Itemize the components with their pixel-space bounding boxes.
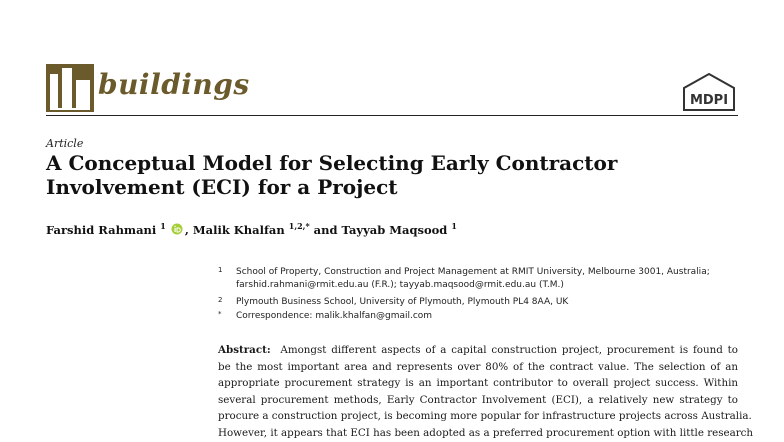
abstract-label: Abstract: (218, 344, 271, 356)
author-name[interactable]: and Tayyab Maqsood (309, 223, 448, 237)
abstract-line (218, 342, 738, 359)
title-line: Involvement (ECI) for a Project (46, 175, 398, 199)
author-affiliation-mark: 1 (451, 221, 457, 231)
journal-name: buildings (98, 68, 250, 101)
author-name[interactable]: Farshid Rahmani (46, 223, 157, 237)
abstract-line: several procurement methods, Early Contractor Involvement (ECI), a relatively new strategy to (218, 393, 738, 406)
affiliation-mark: * (218, 310, 222, 318)
abstract (218, 342, 754, 442)
title-line: A Conceptual Model for Selecting Early Contractor (46, 151, 618, 175)
abstract-line: procure a construction project, is becoming more popular for infrastructure projects across Australia. (218, 410, 752, 423)
affiliation-mark: 1 (218, 266, 223, 274)
author-affiliation-mark: 1,2,* (288, 221, 310, 231)
author-list (46, 221, 457, 237)
journal-header (46, 64, 738, 116)
orcid-icon[interactable] (171, 223, 183, 235)
header-rule (46, 115, 738, 116)
affiliation-line: School of Property, Construction and Project Management at RMIT University, Melbourne 3001, Australia; (236, 267, 710, 277)
author-name[interactable]: , Malik Khalfan (184, 223, 285, 237)
buildings-logo-icon (46, 64, 94, 112)
publisher-name: MDPI (689, 93, 729, 108)
affiliation-text (236, 266, 738, 292)
abstract-line: appropriate procurement strategy is an important contributor to overall project success. Within (218, 377, 738, 390)
article-title (46, 151, 736, 199)
correspondence-email[interactable]: Correspondence: malik.khalfan@gmail.com (236, 311, 433, 321)
abstract-line: However, it appears that ECI has been adopted as a preferred procurement option with little research (218, 426, 754, 439)
mdpi-logo-icon (680, 72, 738, 112)
abstract-text: Amongst different aspects of a capital construction project, procurement is found to (280, 344, 739, 356)
abstract-line: be the most important area and represents over 80% of the contract value. The selection of an (218, 360, 738, 373)
affiliation-email[interactable]: farshid.rahmani@rmit.edu.au (F.R.); tayyab.maqsood@rmit.edu.au (T.M.) (236, 280, 564, 290)
affiliation-mark: 2 (218, 296, 223, 304)
affiliation-text: Plymouth Business School, University of Plymouth, Plymouth PL4 8AA, UK (236, 297, 569, 307)
author-affiliation-mark: 1 (160, 221, 166, 231)
article-type: Article (46, 137, 84, 150)
